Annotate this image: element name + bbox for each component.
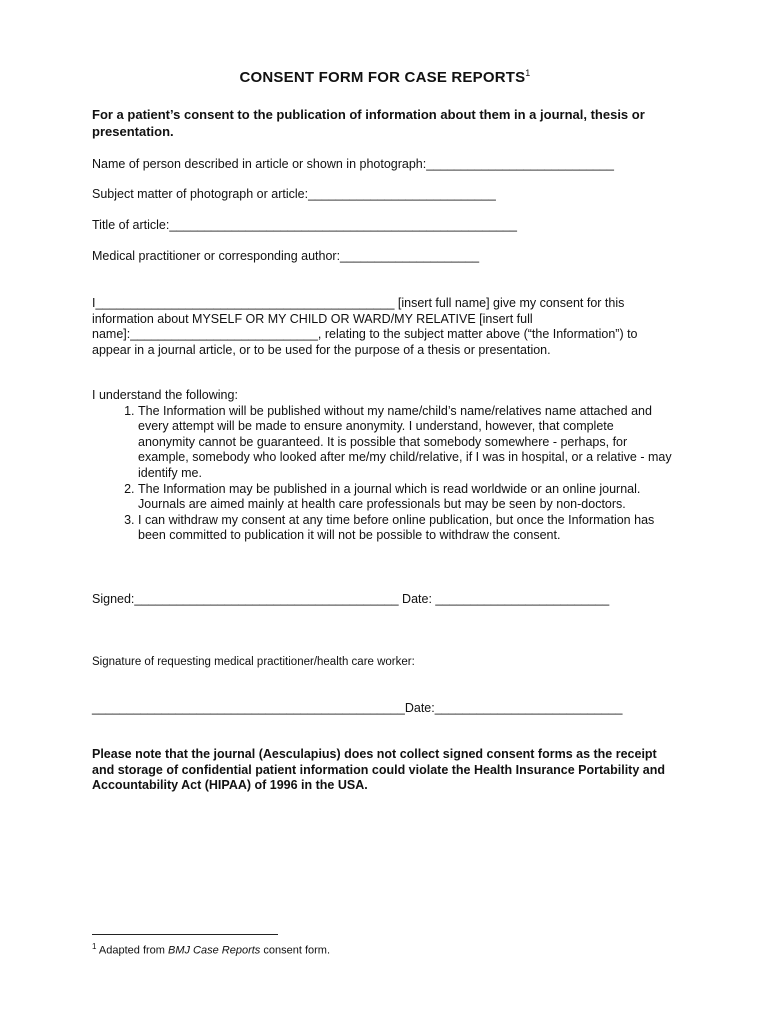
- understand-section: [92, 388, 672, 544]
- practitioner-date-line[interactable]: _____________________________________________Date:___________________________: [92, 701, 623, 715]
- title-text: CONSENT FORM FOR CASE REPORTS: [239, 69, 526, 86]
- understand-list: [92, 404, 672, 544]
- hipaa-note: Please note that the journal (Aesculapius) does not collect signed consent forms as the receipt and storage of confidential patient information could violate the Health Insurance Portability and Accountability Act (HIPAA) of 1996 in the USA.: [92, 747, 665, 793]
- name-person-field[interactable]: Name of person described in article or shown in photograph:___________________________: [92, 157, 614, 171]
- footnote-mark: 1: [92, 942, 97, 951]
- understand-item: 3. I can withdraw my consent at any time before online publication, but once the Information has been committed to publication it will not be possible to withdraw the consent.: [138, 513, 672, 544]
- footnote-prefix: Adapted from: [96, 944, 168, 957]
- understand-heading: I understand the following:: [92, 388, 238, 402]
- intro-text: For a patient’s consent to the publication of information about them in a journal, thesis or presentation.: [92, 107, 645, 139]
- medical-practitioner-field[interactable]: Medical practitioner or corresponding author:____________________: [92, 249, 480, 263]
- signed-date-line[interactable]: Signed:______________________________________ Date: _________________________: [92, 592, 610, 606]
- footnote-divider: [92, 934, 278, 935]
- understand-item: 2. The Information may be published in a journal which is read worldwide or an online journal. Journals are aimed mainly at health care professionals but may be seen by non-doctors.: [138, 482, 672, 513]
- page-title: [0, 68, 770, 86]
- title-footnote-ref: 1: [525, 68, 531, 78]
- subject-matter-field[interactable]: Subject matter of photograph or article:___________________________: [92, 187, 496, 201]
- consent-paragraph: I___________________________________________ [insert full name] give my consent for this information about MYSELF OR MY CHILD OR WARD/MY RELATIVE [insert full name]:___________________________, relating to the subject matter above (“the Information”) to appear in a journal article, or to be used for the purpose of a thesis or presentation.: [92, 296, 638, 357]
- article-title-field[interactable]: Title of article:__________________________________________________: [92, 218, 517, 232]
- understand-item: 1. The Information will be published without my name/child’s name/relatives name attached and every attempt will be made to ensure anonymity. I understand, however, that complete anonymity cannot be guaranteed. It is possible that somebody somewhere - perhaps, for example, somebody who looked after me/my child/relative, if I was in hospital, or a relative - may identify me.: [138, 404, 672, 482]
- practitioner-signature-label: Signature of requesting medical practitioner/health care worker:: [92, 656, 415, 668]
- footnote-source: BMJ Case Reports: [168, 944, 261, 957]
- footnote-suffix: consent form.: [260, 944, 331, 957]
- footnote: [92, 942, 330, 957]
